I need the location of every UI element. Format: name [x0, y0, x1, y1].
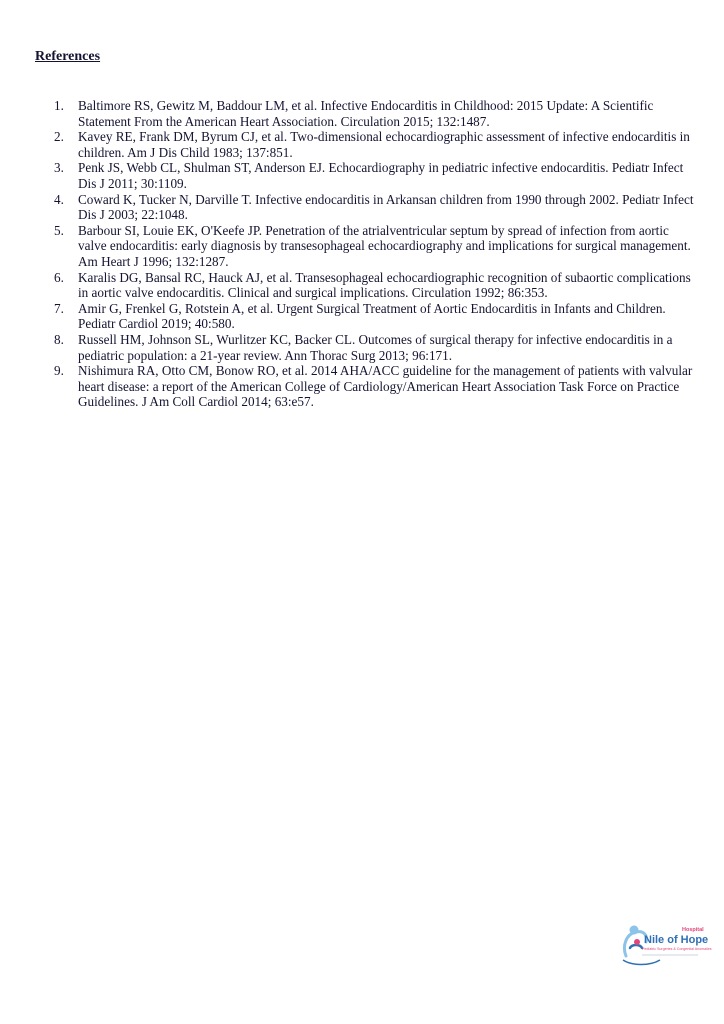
- reference-text: Karalis DG, Bansal RC, Hauck AJ, et al. Transesophageal echocardiographic recognition of subaortic complications in aortic valve endocarditis. Clinical and surgical implications. Circulation 1992; 86:353.: [78, 269, 691, 301]
- logo-name: Nile of Hope: [644, 934, 709, 946]
- reference-text: Amir G, Frenkel G, Rotstein A, et al. Urgent Surgical Treatment of Aortic Endocarditis in Infants and Children. Pediatr Cardiol 2019; 40:580.: [78, 300, 666, 332]
- reference-number: 8.: [54, 331, 64, 347]
- reference-text: Nishimura RA, Otto CM, Bonow RO, et al. 2014 AHA/ACC guideline for the management of patients with valvular heart disease: a report of the American College of Cardiology/American Heart Association Task Force on Practice Guidelines. J Am Coll Cardiol 2014; 63:e57.: [78, 363, 693, 410]
- reference-number: 3.: [54, 160, 64, 176]
- references-list: [54, 98, 694, 410]
- reference-text: Barbour SI, Louie EK, O'Keefe JP. Penetration of the atrialventricular septum by spread of infection from aortic valve endocarditis: early diagnosis by transesophageal echocardiography and implications for surgical management. Am Heart J 1996; 132:1287.: [78, 222, 691, 269]
- reference-item: [54, 192, 694, 223]
- reference-text: Coward K, Tucker N, Darville T. Infective endocarditis in Arkansan children from 1990 through 2002. Pediatr Infect Dis J 2003; 22:1048.: [78, 191, 694, 223]
- reference-text: Penk JS, Webb CL, Shulman ST, Anderson EJ. Echocardiography in pediatric infective endocarditis. Pediatr Infect Dis J 2011; 30:1109.: [78, 160, 684, 191]
- reference-number: 5.: [54, 222, 64, 238]
- logo-hospital-word: Hospital: [682, 927, 704, 933]
- reference-item: [54, 301, 694, 332]
- reference-item: [54, 223, 694, 270]
- reference-item: [54, 332, 694, 363]
- reference-text: Baltimore RS, Gewitz M, Baddour LM, et al. Infective Endocarditis in Childhood: 2015 Update: A Scientific Statement From the American Heart Association. Circulation 2015; 132:1487.: [78, 98, 654, 129]
- references-heading: References: [35, 49, 101, 64]
- reference-number: 6.: [54, 269, 64, 285]
- hospital-logo: [620, 922, 712, 968]
- reference-number: 9.: [54, 363, 64, 379]
- reference-text: Kavey RE, Frank DM, Byrum CJ, et al. Two-dimensional echocardiographic assessment of infective endocarditis in children. Am J Dis Child 1983; 137:851.: [78, 129, 690, 160]
- reference-item: [54, 160, 694, 191]
- reference-item: [54, 98, 694, 129]
- reference-number: 1.: [54, 98, 64, 113]
- reference-text: Russell HM, Johnson SL, Wurlitzer KC, Backer CL. Outcomes of surgical therapy for infective endocarditis in a pediatric population: a 21-year review. Ann Thorac Surg 2013; 96:171.: [78, 331, 673, 363]
- reference-item: [54, 363, 694, 410]
- reference-number: 7.: [54, 300, 64, 316]
- reference-number: 4.: [54, 191, 64, 207]
- logo-subtitle: Pediatric Surgeries & Congenital Anomalies: [642, 947, 712, 951]
- reference-item: [54, 129, 694, 160]
- reference-item: [54, 270, 694, 301]
- reference-number: 2.: [54, 129, 64, 145]
